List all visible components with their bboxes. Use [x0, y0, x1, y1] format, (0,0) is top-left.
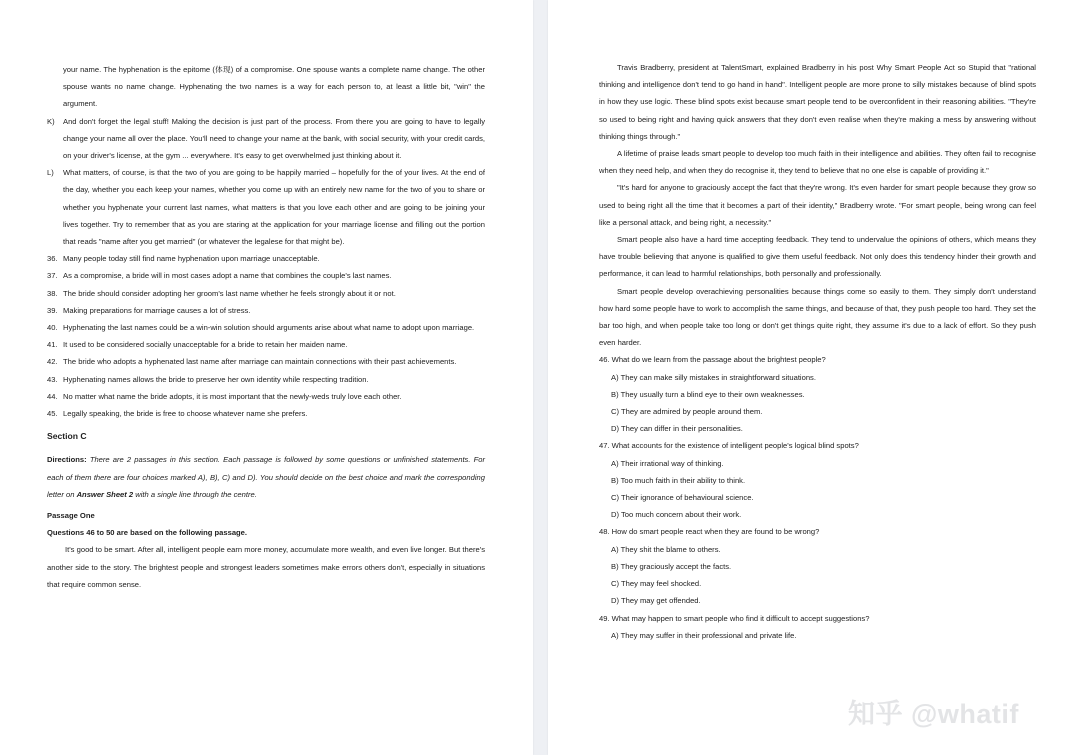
passage-paragraph: Smart people develop overachieving personalities because things come so easily to them. They simply don't understand how hard some people have to work to accomplish the same things, and because of that, they push people too hard. They set the bar too high, and when people take too long or don't get things quite right, they assume it's due to a lack of effort. So they push even harder. [599, 286, 1036, 348]
statement-item [47, 388, 485, 405]
passage-title: Passage One [47, 511, 95, 521]
question-text: 46. What do we learn from the passage about the brightest people? [599, 355, 826, 365]
document-page-right [548, 0, 1080, 755]
answer-option: B) They graciously accept the facts. [611, 561, 732, 571]
statement-item [47, 250, 485, 267]
directions-text-end: with a single line through the centre. [135, 489, 257, 499]
statement-text: Hyphenating names allows the bride to preserve her own identity while respecting tradition. [63, 374, 369, 384]
section-title: Section C [47, 431, 87, 442]
statement-number: 45. [47, 409, 58, 419]
item-label: K) [47, 116, 55, 126]
statement-text: The bride should consider adopting her groom's last name whether he feels strongly about it or not. [63, 288, 396, 298]
passage-item-l [47, 164, 485, 250]
answer-option: C) Their ignorance of behavioural science. [611, 493, 754, 503]
passage-item-k [47, 113, 485, 165]
statement-number: 38. [47, 288, 58, 298]
statement-text: Many people today still find name hyphenation upon marriage unacceptable. [63, 254, 320, 264]
passage-paragraph: A lifetime of praise leads smart people to develop too much faith in their intelligence and abilities. They often fail to recognise when they need help, and when they do recognise it, they tend to believe that no one else is capable of providing it." [599, 149, 1036, 176]
statement-item [47, 302, 485, 319]
directions-label: Directions: [47, 455, 87, 465]
question-48 [599, 523, 1036, 609]
statement-text: It used to be considered socially unacceptable for a bride to retain her maiden name. [63, 340, 348, 350]
questions-intro: Questions 46 to 50 are based on the following passage. [47, 528, 248, 538]
statement-number: 39. [47, 305, 58, 315]
statement-item [47, 353, 485, 370]
answer-option: A) They can make silly mistakes in straightforward situations. [611, 372, 816, 382]
zhihu-watermark: 知乎 @whatif [848, 699, 1019, 729]
statement-item [47, 267, 485, 284]
document-page-left [0, 0, 533, 755]
paragraph-fragment: your name. The hyphenation is the epitome (体现) of a compromise. One spouse wants a complete name change. The other spouse wants no name change. Hyphenating the two names is a way for each person to, at least a little bit, "win" the argument. [63, 65, 485, 109]
question-text: 49. What may happen to smart people who find it difficult to accept suggestions? [599, 613, 870, 623]
statement-number: 44. [47, 391, 58, 401]
answer-option: D) They can differ in their personalities. [611, 424, 743, 434]
passage-paragraph: It's good to be smart. After all, intelligent people earn more money, accumulate more wealth, and even live longer. But there's another side to the story. The brightest people and strongest leaders sometimes make errors others don't, especially in situations that require common sense. [47, 545, 485, 589]
statement-number: 36. [47, 254, 58, 264]
item-label: L) [47, 168, 54, 178]
passage-paragraph: Travis Bradberry, president at TalentSmart, explained Bradberry in his post Why Smart People Act so Stupid that "rational thinking and intelligence don't tend to go hand in hand". Intelligent people are more prone to silly mistakes because of blind spots in how they use logic. These blind spots exist because smart people tend to be overconfident in their reasoning abilities. "They're so used to being right and having quick answers that they don't even realise when they're making a mess by answering without thinking things through." [599, 63, 1036, 141]
answer-option: A) They may suffer in their professional and private life. [611, 630, 797, 640]
statement-number: 41. [47, 340, 58, 350]
passage-paragraph: Smart people also have a hard time accepting feedback. They tend to undervalue the opinions of others, which means they have trouble believing that anyone is qualified to give them useful feedback. Not only does this tendency hinder their growth and performance, it can lead to harmful relationships, both personally and professionally. [599, 235, 1036, 279]
item-text: What matters, of course, is that the two of you are going to be happily married – hopefully for the of your lives. At the end of the day, whether you each keep your names, whether you come up with an entirely new name for the two of you to share or whether you hyphenate your current last names, what matters is that you love each other and are going to be joining your lives together. Try to remember that as you are staring at the application for your marriage license and filling out the portion that reads "name after you get married" (or whatever the legalese for that might be). [63, 168, 485, 247]
passage-paragraph: "It's hard for anyone to graciously accept the fact that they're wrong. It's even harder for smart people because they grow so used to being right all the time that it becomes a part of their identity," Bradberry wrote. "For smart people, being wrong can feel like a personal attack, and being right, a necessity." [599, 183, 1036, 227]
statement-number: 43. [47, 374, 58, 384]
statement-list [47, 250, 485, 422]
statement-item [47, 405, 485, 422]
statement-item [47, 336, 485, 353]
question-text: 47. What accounts for the existence of intelligent people's logical blind spots? [599, 441, 859, 451]
answer-option: D) Too much concern about their work. [611, 510, 742, 520]
statement-text: As a compromise, a bride will in most cases adopt a name that combines the couple's last names. [63, 271, 392, 281]
statement-item [47, 371, 485, 388]
right-column [599, 59, 1036, 644]
answer-option: C) They are admired by people around them. [611, 407, 763, 417]
answer-option: A) They shit the blame to others. [611, 544, 721, 554]
answer-option: A) Their irrational way of thinking. [611, 458, 724, 468]
statement-number: 37. [47, 271, 58, 281]
statement-text: Making preparations for marriage causes a lot of stress. [63, 305, 251, 315]
answer-option: C) They may feel shocked. [611, 579, 702, 589]
statement-number: 42. [47, 357, 58, 367]
left-column [47, 61, 485, 593]
question-49 [599, 610, 1036, 644]
directions-text: There are 2 passages in this section. Each passage is followed by some questions or unfinished statements. For each of them there are four choices marked A), B), C) and D). You should decide on the best choice and mark the corresponding letter on [47, 455, 485, 499]
item-text: And don't forget the legal stuff! Making the decision is just part of the process. From there you are going to have to legally change your name all over the place. You'll need to change your name at the bank, with social security, with your credit cards, on your driver's license, at the gym ... everywhere. It's easy to get overwhelmed just thinking about it. [63, 116, 485, 161]
question-text: 48. How do smart people react when they are found to be wrong? [599, 527, 820, 537]
answer-option: B) They usually turn a blind eye to their own weaknesses. [611, 389, 805, 399]
answer-option: D) They may get offended. [611, 596, 701, 606]
question-46 [599, 351, 1036, 437]
directions [47, 451, 485, 503]
statement-item [47, 285, 485, 302]
answer-option: B) Too much faith in their ability to think. [611, 475, 746, 485]
statement-text: The bride who adopts a hyphenated last name after marriage can maintain connections with their past achievements. [63, 357, 457, 367]
statement-item [47, 319, 485, 336]
statement-text: Hyphenating the last names could be a win-win solution should arguments arise about what name to adopt upon marriage. [63, 323, 475, 333]
statement-text: No matter what name the bride adopts, it is most important that the newly-weds truly love each other. [63, 391, 402, 401]
statement-text: Legally speaking, the bride is free to choose whatever name she prefers. [63, 409, 308, 419]
question-47 [599, 437, 1036, 523]
answer-sheet-label: Answer Sheet 2 [76, 489, 134, 499]
statement-number: 40. [47, 323, 58, 333]
